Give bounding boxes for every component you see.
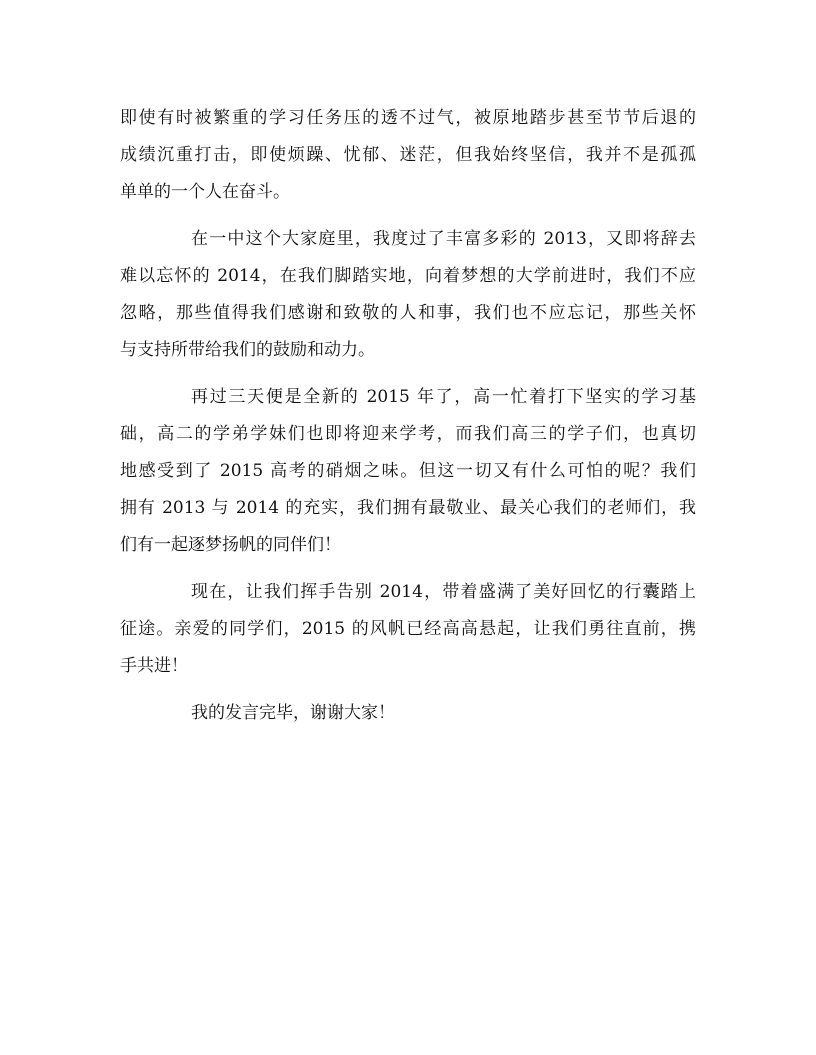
document-body (120, 100, 696, 732)
paragraph-4 (120, 574, 696, 685)
paragraph-5 (120, 695, 696, 732)
paragraph-line: 难以忘怀的 2014，在我们脚踏实地，向着梦想的大学前进时，我们不应 (120, 266, 696, 286)
paragraph-line: 手共进！ (120, 656, 188, 676)
paragraph-line: 再过三天便是全新的 2015 年了，高一忙着打下坚实的学习基 (191, 387, 696, 407)
paragraph-line: 忽略，那些值得我们感谢和致敬的人和事，我们也不应忘记，那些关怀 (120, 303, 696, 323)
paragraph-line: 们有一起逐梦扬帆的同伴们！ (120, 535, 341, 555)
paragraph-line: 与支持所带给我们的鼓励和动力。 (120, 340, 375, 360)
paragraph-2 (120, 221, 696, 369)
paragraph-line: 我的发言完毕，谢谢大家！ (191, 703, 395, 723)
paragraph-line: 在一中这个大家庭里，我度过了丰富多彩的 2013，又即将辞去 (191, 229, 696, 249)
paragraph-line: 征途。亲爱的同学们，2015 的风帆已经高高悬起，让我们勇往直前，携 (120, 619, 696, 639)
paragraph-3 (120, 379, 696, 564)
paragraph-1 (120, 100, 696, 211)
paragraph-line: 成绩沉重打击，即使烦躁、忧郁、迷茫，但我始终坚信，我并不是孤孤 (120, 145, 696, 165)
paragraph-line: 即使有时被繁重的学习任务压的透不过气，被原地踏步甚至节节后退的 (120, 108, 696, 128)
paragraph-line: 拥有 2013 与 2014 的充实，我们拥有最敬业、最关心我们的老师们，我 (120, 498, 696, 518)
paragraph-line: 单单的一个人在奋斗。 (120, 182, 290, 202)
paragraph-line: 地感受到了 2015 高考的硝烟之味。但这一切又有什么可怕的呢？我们 (120, 461, 696, 481)
paragraph-line: 现在，让我们挥手告别 2014，带着盛满了美好回忆的行囊踏上 (191, 582, 696, 602)
paragraph-line: 础，高二的学弟学妹们也即将迎来学考，而我们高三的学子们，也真切 (120, 424, 696, 444)
